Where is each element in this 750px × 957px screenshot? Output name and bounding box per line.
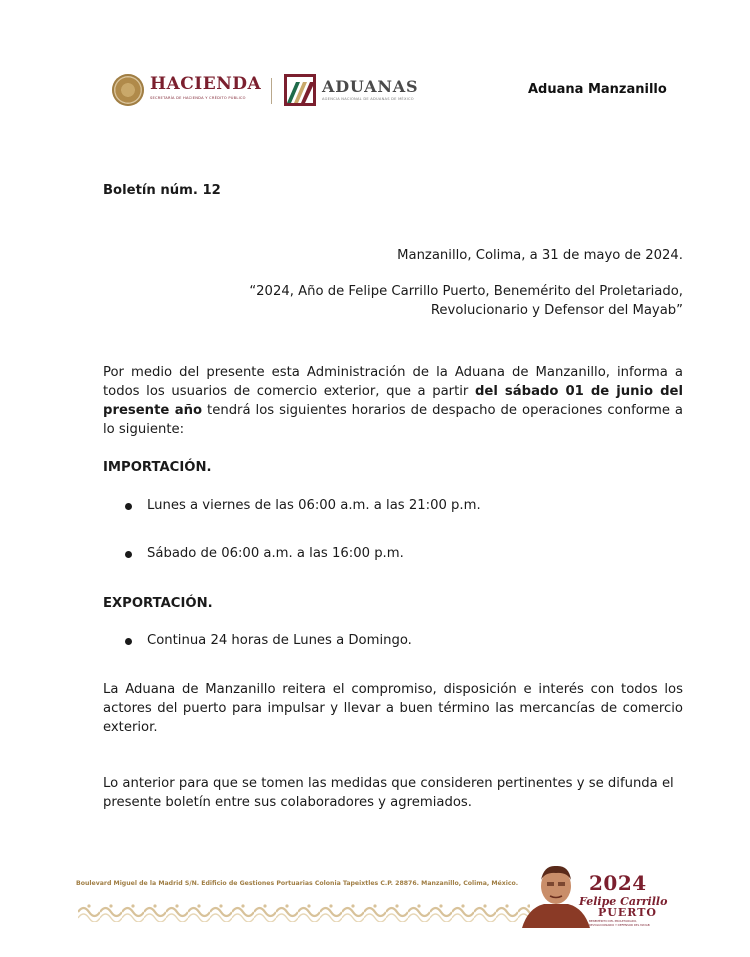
footer-name-line-1: Felipe Carrillo xyxy=(579,895,668,908)
importacion-item: Lunes a viernes de las 06:00 a.m. a las 21:00 p.m. xyxy=(147,498,481,513)
aduanas-logo-subtitle: AGENCIA NACIONAL DE ADUANAS DE MÉXICO xyxy=(322,97,414,101)
year-motto-line-2: Revolucionario y Defensor del Mayab” xyxy=(430,303,683,318)
intro-bold-text: del sábado 01 de junio del presente año xyxy=(103,384,683,418)
intro-text: Por medio del presente esta Administración de la Aduana de Manzanillo, informa a todos los usuarios de comercio exterior, que a partir xyxy=(103,365,683,399)
aduanas-logo-title: ADUANAS xyxy=(322,77,419,96)
aduanas-logo-icon xyxy=(284,74,316,106)
bullet-icon xyxy=(125,551,132,558)
document-date: Manzanillo, Colima, a 31 de mayo de 2024. xyxy=(397,248,683,263)
compromiso-paragraph: La Aduana de Manzanillo reitera el compromiso, disposición e interés con todos los actores del puerto para impulsar y llevar a buen término las mercancías de comercio exterior. xyxy=(103,682,683,735)
hacienda-seal-icon xyxy=(112,74,144,106)
bullet-icon xyxy=(125,503,132,510)
footer-year: 2024 xyxy=(589,871,647,895)
bulletin-number: Boletín núm. 12 xyxy=(103,183,221,198)
footer-name-line-2: PUERTO xyxy=(598,906,657,919)
intro-text-end: tendrá los siguientes horarios de despacho de operaciones conforme a lo siguiente: xyxy=(103,403,684,437)
exportacion-item: Continua 24 horas de Lunes a Domingo. xyxy=(147,633,412,648)
bullet-icon xyxy=(125,638,132,645)
year-motto xyxy=(200,282,683,320)
intro-paragraph xyxy=(103,363,683,439)
importacion-heading: IMPORTACIÓN. xyxy=(103,460,212,475)
decorative-pattern-band xyxy=(78,902,530,922)
hacienda-logo-subtitle: SECRETARÍA DE HACIENDA Y CRÉDITO PÚBLICO xyxy=(150,96,246,100)
exportacion-heading: EXPORTACIÓN. xyxy=(103,596,213,611)
aduana-name: Aduana Manzanillo xyxy=(528,82,667,97)
footer-address: Boulevard Miguel de la Madrid S/N. Edificio de Gestiones Portuarias Colonia Tapeixtles C.P. 28876. Manzanillo, Colima, México. xyxy=(76,880,519,887)
hacienda-logo-title: HACIENDA xyxy=(150,74,262,94)
importacion-item: Sábado de 06:00 a.m. a las 16:00 p.m. xyxy=(147,546,404,561)
year-motto-line-1: “2024, Año de Felipe Carrillo Puerto, Benemérito del Proletariado, xyxy=(249,284,683,299)
footer-name-subtitle: BENEMÉRITO DEL PROLETARIADO, REVOLUCIONARIO Y DEFENSOR DEL MAYAB xyxy=(589,919,650,927)
closing-paragraph: Lo anterior para que se tomen las medidas que consideren pertinentes y se difunda el presente boletín entre sus colaboradores y agremiados. xyxy=(103,776,674,810)
header-divider xyxy=(271,78,272,104)
